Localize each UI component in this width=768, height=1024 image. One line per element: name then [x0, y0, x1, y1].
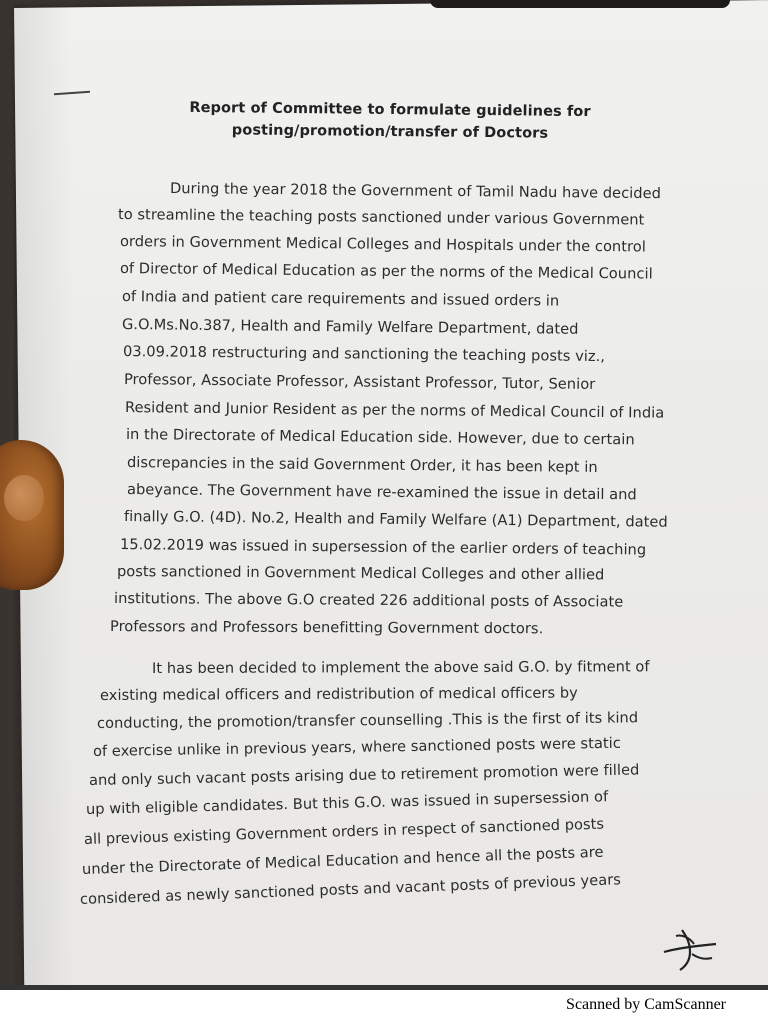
paragraph-2-line-5: and only such vacant posts arising due to retirement promotion were filled — [88, 761, 640, 789]
paragraph-1-line-14: 15.02.2019 was issued in supersession of the earlier orders of teaching — [119, 536, 647, 559]
paragraph-2-line-4: of exercise unlike in previous years, where sanctioned posts were static — [92, 734, 621, 760]
signature-mark — [660, 922, 720, 972]
scanner-watermark: Scanned by CamScanner — [566, 996, 726, 1013]
paragraph-2-line-1: It has been decided to implement the above said G.O. by fitment of — [151, 658, 650, 677]
paragraph-1-line-13: finally G.O. (4D). No.2, Health and Family Welfare (A1) Department, dated — [123, 508, 668, 531]
paragraph-2-line-6: up with eligible candidates. But this G.O. was issued in supersession of — [85, 788, 609, 818]
paragraph-1-line-9: Resident and Junior Resident as per the norms of Medical Council of India — [124, 399, 665, 422]
paragraph-1-line-3: orders in Government Medical Colleges and Hospitals under the control — [119, 233, 646, 256]
document-title-line-2: posting/promotion/transfer of Doctors — [231, 122, 549, 142]
paragraph-1-line-12: abeyance. The Government have re-examined the issue in detail and — [126, 481, 637, 504]
paragraph-1-line-7: 03.09.2018 restructuring and sanctioning the teaching posts viz., — [122, 343, 606, 366]
paragraph-2-line-7: all previous existing Government orders in respect of sanctioned posts — [83, 815, 605, 848]
paragraph-2-line-8: under the Directorate of Medical Education and hence all the posts are — [81, 843, 604, 878]
paragraph-2-line-2: existing medical officers and redistribution of medical officers by — [99, 684, 578, 704]
paragraph-1-line-16: institutions. The above G.O created 226 additional posts of Associate — [113, 590, 624, 611]
paragraph-1-line-8: Professor, Associate Professor, Assistant Professor, Tutor, Senior — [123, 371, 596, 393]
paragraph-1-line-2: to streamline the teaching posts sanctioned under various Government — [117, 206, 645, 229]
paragraph-2-line-9: considered as newly sanctioned posts and vacant posts of previous years — [79, 871, 622, 908]
document-title-line-1: Report of Committee to formulate guidelines for — [189, 99, 591, 121]
paragraph-1-line-1: During the year 2018 the Government of Tamil Nadu have decided — [169, 180, 662, 203]
paragraph-1-line-10: in the Directorate of Medical Education side. However, due to certain — [125, 426, 635, 449]
paragraph-1-line-4: of Director of Medical Education as per the norms of the Medical Council — [119, 260, 653, 283]
paragraph-1-line-11: discrepancies in the said Government Order, it has been kept in — [126, 454, 598, 476]
paragraph-1-line-6: G.O.Ms.No.387, Health and Family Welfare Department, dated — [121, 316, 579, 338]
paragraph-2-line-3: conducting, the promotion/transfer counselling .This is the first of its kind — [96, 709, 639, 732]
paragraph-1-line-15: posts sanctioned in Government Medical Colleges and other allied — [116, 563, 605, 584]
paragraph-1-line-5: of India and patient care requirements and issued orders in — [121, 288, 560, 310]
paragraph-1-line-17: Professors and Professors benefitting Government doctors. — [109, 618, 544, 638]
